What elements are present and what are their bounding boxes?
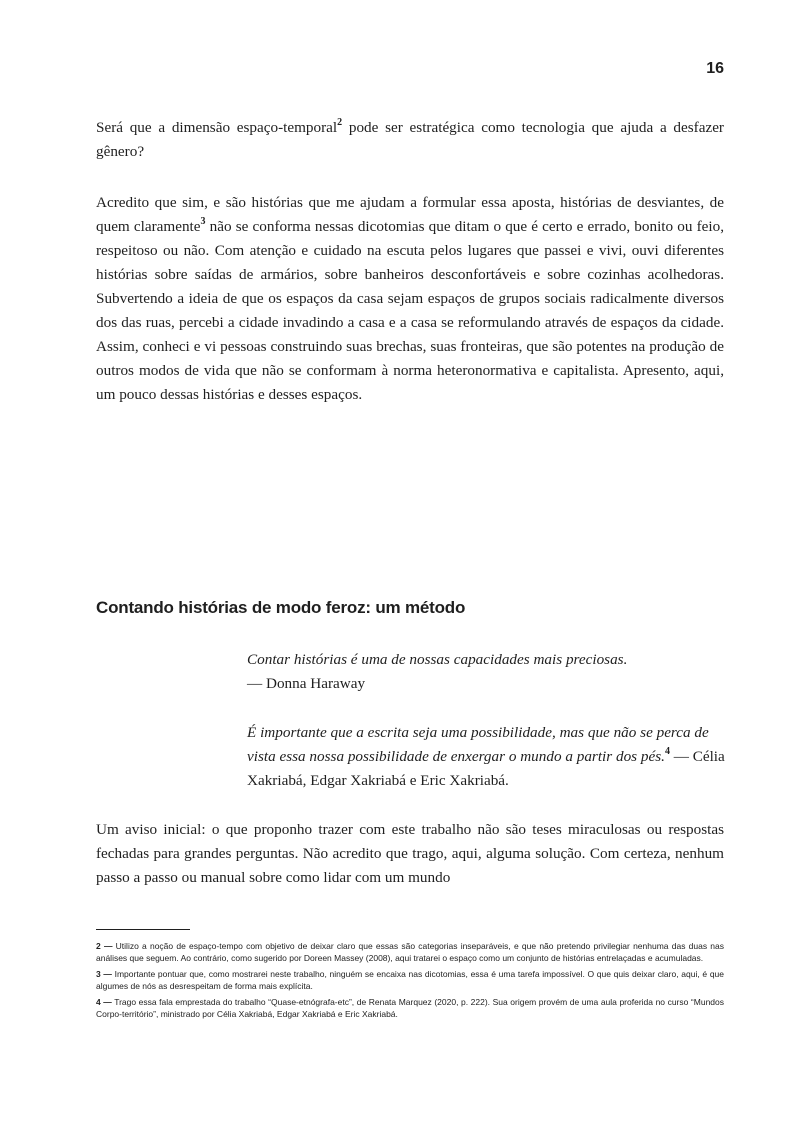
paragraph-text: Será que a dimensão espaço-temporal (96, 119, 338, 136)
footnote-4 (96, 997, 724, 1020)
footnote-number: 4 — (96, 997, 112, 1007)
footnote-text: Importante pontuar que, como mostrarei neste trabalho, ninguém se encaixa nas dicotomias, essa é uma tarefa impossível. O que quis deixar claro, aqui, é que algumes de nós as desrespeitam de forma mais explícita. (96, 969, 724, 991)
page-number: 16 (706, 60, 724, 77)
footnote-3 (96, 969, 724, 992)
epigraph-haraway (247, 648, 725, 696)
section-heading: Contando histórias de modo feroz: um método (96, 598, 466, 617)
body-paragraph-3: Um aviso inicial: o que proponho trazer com este trabalho não são teses miraculosas ou respostas fechadas para grandes perguntas. Não acredito que trago, aqui, alguma solução. Com certeza, nenhum passo a passo ou manual sobre como lidar com um mundo (96, 821, 724, 886)
footnote-ref-4[interactable]: 4 (664, 746, 670, 757)
paragraph-text: não se conforma nessas dicotomias que ditam o que é certo e errado, bonito ou feio, respeitoso ou não. Com atenção e cuidado na escuta pelos lugares que passei e vivi, ouvi diferentes histórias sobre saídas de armários, sobre banheiros desconfortáveis e sobre cozinhas acolhedoras. Subvertendo a ideia de que os espaços da casa sejam espaços de grupos sociais radicalmente diversos dos das ruas, percebi a cidade invadindo a casa e a casa se reformulando através de espaços da cidade. Assim, conheci e vi pessoas construindo suas brechas, suas fronteiras, que são potentes na produção de outros modos de vida que não se conformam à norma heteronormativa e capitalista. Apresento, aqui, um pouco dessas histórias e desses espaços. (96, 218, 725, 403)
footnote-divider (96, 929, 190, 930)
footnote-ref-3[interactable]: 3 (200, 216, 206, 227)
paragraph-text: pode ser estratégica como tecnologia que ajuda a desfazer gênero? (96, 119, 724, 160)
epigraph-attribution: — Donna Haraway (247, 675, 366, 692)
footnote-ref-2[interactable]: 2 (337, 117, 343, 128)
epigraph-text: É importante que a escrita seja uma possibilidade, mas que não se perca de vista essa nossa possibilidade de enxergar o mundo a partir dos pés. (247, 724, 709, 765)
epigraph-xakriaba (247, 721, 725, 793)
footnote-number: 2 — (96, 941, 113, 951)
footnote-text: Trago essa fala emprestada do trabalho “Quase-etnógrafa-etc”, de Renata Marquez (2020, p. 222). Sua origem provém de uma aula proferida no curso “Mundos Corpo-território”, ministrado por Célia Xakriabá, Edgar Xakriabá e Eric Xakriabá. (96, 997, 724, 1019)
paragraph-text: Acredito que sim, e são histórias que me ajudam a formular essa aposta, histórias de desviantes, de quem claramente (96, 194, 724, 235)
footnote-2 (96, 941, 724, 964)
body-paragraph-1 (96, 116, 724, 164)
footnotes (96, 941, 724, 1025)
footnote-number: 3 — (96, 969, 112, 979)
epigraph-attribution: — Célia Xakriabá, Edgar Xakriabá e Eric Xakriabá. (247, 748, 725, 789)
footnote-text: Utilizo a noção de espaço-tempo com objetivo de deixar claro que essas são categorias inseparáveis, e que não pretendo privilegiar nenhuma das duas nas análises que seguem. Ao contrário, como sugerido por Doreen Massey (2008), aqui tratarei o espaço como um conjunto de histórias entrelaçadas e acumuladas. (96, 941, 725, 963)
body-paragraph-2 (96, 191, 724, 407)
epigraph-text: Contar histórias é uma de nossas capacidades mais preciosas. (247, 651, 628, 668)
